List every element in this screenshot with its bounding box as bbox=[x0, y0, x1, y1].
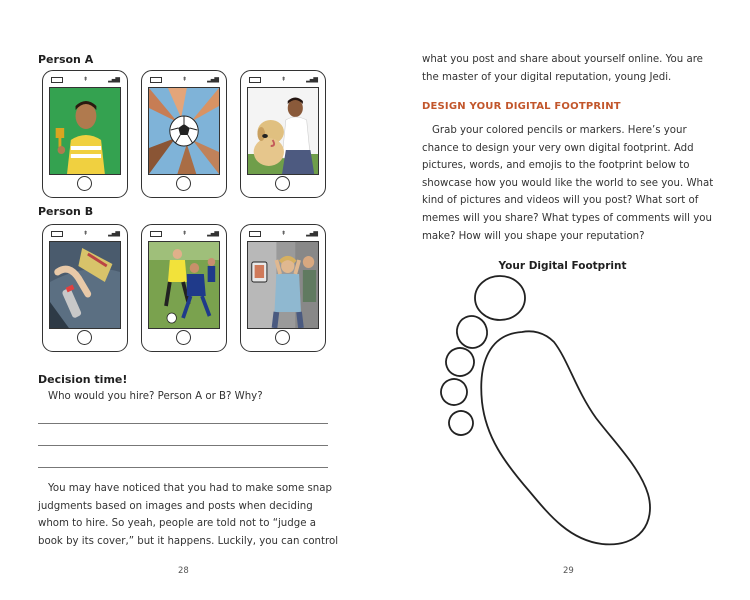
phone-a1 bbox=[42, 70, 128, 198]
paragraph-line: whom to hire. So yeah, people are told not to “judge a bbox=[38, 518, 316, 530]
boy-with-trophy-photo bbox=[49, 87, 121, 175]
paragraph-line: chance to design your very own digital footprint. Add bbox=[422, 142, 694, 154]
right-body-paragraph bbox=[422, 122, 713, 245]
home-button-icon bbox=[275, 176, 290, 191]
paragraph-line: judgments based on images and posts when deciding bbox=[38, 500, 313, 512]
person-a-label: Person A bbox=[38, 53, 94, 66]
phone-status-bar: ⇞ ▂▄▆ bbox=[249, 77, 317, 83]
design-footprint-heading: DESIGN YOUR DIGITAL FOOTPRINT bbox=[422, 101, 621, 112]
paragraph-line: what you post and share about yourself online. You are bbox=[422, 54, 703, 65]
paragraph-line: book by its cover,” but it happens. Luckily, you can control bbox=[38, 535, 339, 547]
page-number-right: 29 bbox=[563, 566, 574, 576]
answer-line-2[interactable] bbox=[38, 445, 328, 446]
phone-a2 bbox=[141, 70, 227, 198]
phone-status-bar: ⇞ ▂▄▆ bbox=[51, 231, 119, 237]
team-hands-soccer-ball-photo bbox=[148, 87, 220, 175]
answer-line-3[interactable] bbox=[38, 467, 328, 468]
home-button-icon bbox=[77, 330, 92, 345]
decision-question: Who would you hire? Person A or B? Why? bbox=[48, 391, 263, 402]
paragraph-line: memes will you share? What types of comments will you bbox=[422, 212, 712, 224]
phone-status-bar: ⇞ ▂▄▆ bbox=[51, 77, 119, 83]
graffiti-spray-paint-photo bbox=[49, 241, 121, 329]
phone-status-bar: ⇞ ▂▄▆ bbox=[150, 231, 218, 237]
paragraph-line: the master of your digital reputation, young Jedi. bbox=[422, 71, 672, 83]
paragraph-line: You may have noticed that you had to make some snap bbox=[48, 483, 332, 494]
cyberbullying-phone-photo bbox=[247, 241, 319, 329]
home-button-icon bbox=[176, 176, 191, 191]
phone-status-bar: ⇞ ▂▄▆ bbox=[249, 231, 317, 237]
paragraph-line: kind of pictures and videos will you post? What sort of bbox=[422, 195, 699, 207]
page-number-left: 28 bbox=[178, 566, 189, 576]
home-button-icon bbox=[176, 330, 191, 345]
phone-b1 bbox=[42, 224, 128, 352]
paragraph-line: showcase how you would like the world to see you. What bbox=[422, 177, 714, 189]
footprint-outline-icon[interactable] bbox=[430, 272, 680, 562]
answer-line-1[interactable] bbox=[38, 423, 328, 424]
phone-status-bar: ⇞ ▂▄▆ bbox=[150, 77, 218, 83]
home-button-icon bbox=[77, 176, 92, 191]
home-button-icon bbox=[275, 330, 290, 345]
phone-b2 bbox=[141, 224, 227, 352]
footprint-title: Your Digital Footprint bbox=[498, 260, 627, 272]
boy-with-dog-photo bbox=[247, 87, 319, 175]
decision-heading: Decision time! bbox=[38, 373, 128, 386]
right-intro-paragraph bbox=[422, 51, 703, 86]
paragraph-line: pictures, words, and emojis to the footprint below to bbox=[422, 160, 690, 172]
paragraph-line: Grab your colored pencils or markers. Here’s your bbox=[432, 125, 687, 136]
left-paragraph bbox=[38, 480, 338, 550]
phone-a3 bbox=[240, 70, 326, 198]
soccer-players-tackle-photo bbox=[148, 241, 220, 329]
phone-b3 bbox=[240, 224, 326, 352]
person-b-label: Person B bbox=[38, 205, 94, 218]
paragraph-line: make? How will you shape your reputation? bbox=[422, 230, 645, 242]
person-b-phone-row bbox=[42, 224, 342, 354]
person-a-phone-row bbox=[42, 70, 342, 200]
